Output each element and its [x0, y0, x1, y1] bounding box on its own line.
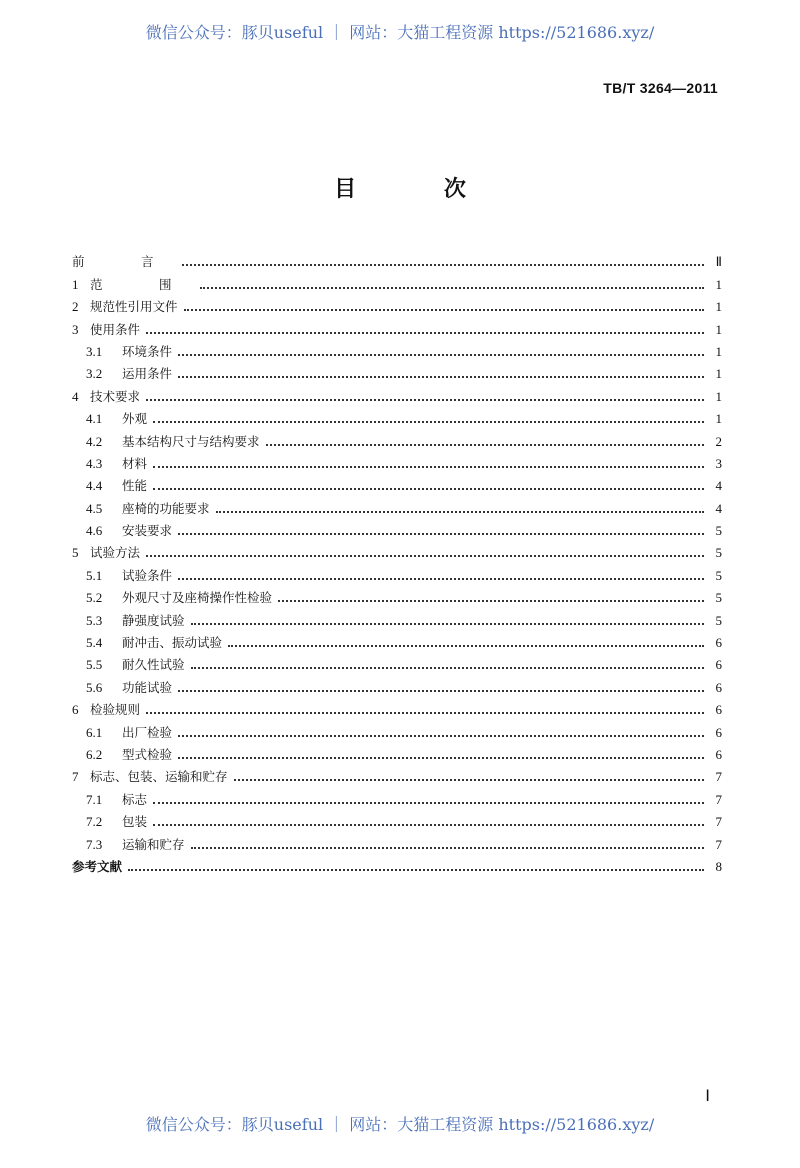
toc-entry-label: 安装要求: [122, 523, 173, 539]
toc-entry-page: 6: [715, 702, 722, 718]
toc-entry-page: 4: [715, 500, 722, 516]
toc-entry-label: 试验条件: [122, 567, 173, 583]
toc-entry-page: 1: [715, 299, 722, 315]
toc-leader-dots: [178, 757, 704, 759]
toc-entry[interactable]: [72, 293, 722, 315]
toc-entry-label: 性能: [122, 478, 148, 494]
toc-entry-label: 技术要求: [90, 388, 141, 404]
toc-entry[interactable]: [72, 539, 722, 561]
toc-entry-page: 1: [715, 276, 722, 292]
toc-entry-label: 耐久性试验: [122, 657, 185, 673]
toc-entry[interactable]: [72, 718, 722, 740]
toc-leader-dots: [153, 824, 704, 826]
toc-leader-dots: [191, 847, 704, 849]
toc-entry-number: 2: [72, 299, 79, 315]
toc-entry[interactable]: [72, 584, 722, 606]
toc-entry-label: 静强度试验: [122, 612, 185, 628]
toc-entry[interactable]: [72, 248, 722, 270]
toc-entry-number: 4: [72, 388, 79, 404]
toc-leader-dots: [200, 287, 704, 289]
toc-entry-number: 7.1: [86, 791, 103, 807]
toc-entry-page: Ⅱ: [715, 254, 722, 270]
toc-entry-label: 出厂检验: [122, 724, 173, 740]
toc-entry-number: 5.6: [86, 679, 103, 695]
toc-entry[interactable]: [72, 853, 722, 875]
toc-entry-number: 4.5: [86, 500, 103, 516]
toc-entry-page: 5: [715, 590, 722, 606]
toc-leader-dots: [178, 354, 704, 356]
toc-entry-label: 材料: [122, 455, 148, 471]
toc-entry-page: 6: [715, 724, 722, 740]
toc-entry[interactable]: [72, 629, 722, 651]
standard-code: TB/T 3264—2011: [603, 80, 718, 96]
toc-entry[interactable]: [72, 785, 722, 807]
toc-entry-page: 4: [715, 478, 722, 494]
toc-entry[interactable]: [72, 382, 722, 404]
toc-entry-number: 5.2: [86, 590, 103, 606]
toc-leader-dots: [146, 332, 704, 334]
toc-entry-page: 7: [715, 814, 722, 830]
toc-entry-label: 标志、包装、运输和贮存: [90, 769, 228, 785]
watermark-bottom: 微信公众号：豚贝useful ｜ 网站：大猫工程资源 https://521686.xyz/: [145, 1115, 655, 1134]
toc-entry-page: 2: [715, 433, 722, 449]
toc-entry-page: 5: [715, 567, 722, 583]
toc-entry-label: 规范性引用文件: [90, 299, 178, 315]
toc-entry-label: 耐冲击、振动试验: [122, 635, 223, 651]
toc-entry-page: 8: [715, 858, 722, 874]
toc-entry-number: 5.5: [86, 657, 103, 673]
toc-leader-dots: [234, 779, 704, 781]
toc-entry[interactable]: [72, 741, 722, 763]
toc-entry-page: 1: [715, 366, 722, 382]
toc-leader-dots: [128, 869, 704, 871]
toc-entry[interactable]: [72, 763, 722, 785]
toc-leader-dots: [146, 555, 704, 557]
toc-leader-dots: [191, 623, 704, 625]
toc-entry[interactable]: [72, 830, 722, 852]
toc-entry[interactable]: [72, 427, 722, 449]
toc-entry-page: 6: [715, 657, 722, 673]
toc-entry-page: 1: [715, 411, 722, 427]
toc-entry[interactable]: [72, 517, 722, 539]
toc-entry-number: 3.1: [86, 343, 103, 359]
toc-leader-dots: [153, 421, 704, 423]
toc-entry-page: 7: [715, 836, 722, 852]
toc-entry[interactable]: [72, 450, 722, 472]
toc-entry-page: 6: [715, 635, 722, 651]
toc-entry-page: 7: [715, 791, 722, 807]
toc-entry-number: 5: [72, 545, 79, 561]
toc-entry[interactable]: [72, 673, 722, 695]
toc-leader-dots: [178, 735, 704, 737]
toc-entry-number: 5.1: [86, 567, 103, 583]
toc-entry[interactable]: [72, 315, 722, 337]
toc-entry-page: 5: [715, 545, 722, 561]
toc-entry-label: 环境条件: [122, 343, 173, 359]
toc-entry-number: 5.3: [86, 612, 103, 628]
toc-leader-dots: [178, 690, 704, 692]
table-of-contents: [72, 248, 722, 875]
toc-entry[interactable]: [72, 651, 722, 673]
toc-entry-label: 使用条件: [90, 321, 141, 337]
toc-entry-number: 4.6: [86, 523, 103, 539]
toc-entry-number: 4.3: [86, 455, 103, 471]
toc-leader-dots: [178, 533, 704, 535]
toc-entry-number: 7.2: [86, 814, 103, 830]
toc-entry-label: 座椅的功能要求: [122, 500, 210, 516]
toc-entry-page: 5: [715, 523, 722, 539]
toc-entry-number: 6.1: [86, 724, 103, 740]
toc-entry[interactable]: [72, 494, 722, 516]
toc-entry[interactable]: [72, 808, 722, 830]
toc-entry-page: 7: [715, 769, 722, 785]
toc-leader-dots: [146, 399, 704, 401]
toc-entry[interactable]: [72, 360, 722, 382]
toc-entry-number: 1: [72, 276, 79, 292]
toc-entry-page: 3: [715, 455, 722, 471]
toc-entry-number: 6.2: [86, 746, 103, 762]
toc-entry-page: 1: [715, 343, 722, 359]
toc-entry-number: 3.2: [86, 366, 103, 382]
toc-entry-label: 检验规则: [90, 702, 141, 718]
toc-entry-label: 运输和贮存: [122, 836, 185, 852]
toc-entry-page: 6: [715, 746, 722, 762]
toc-entry[interactable]: [72, 338, 722, 360]
toc-entry-page: 1: [715, 321, 722, 337]
toc-entry-number: 5.4: [86, 635, 103, 651]
toc-entry-number: 4.2: [86, 433, 103, 449]
toc-leader-dots: [153, 802, 704, 804]
toc-entry-page: 5: [715, 612, 722, 628]
toc-entry-label: 试验方法: [90, 545, 141, 561]
toc-leader-dots: [178, 578, 704, 580]
toc-entry[interactable]: [72, 405, 722, 427]
toc-entry[interactable]: [72, 472, 722, 494]
toc-entry[interactable]: [72, 270, 722, 292]
toc-entry-label: 外观尺寸及座椅操作性检验: [122, 590, 273, 606]
toc-entry[interactable]: [72, 696, 722, 718]
toc-leader-dots: [178, 376, 704, 378]
toc-entry-label: 功能试验: [122, 679, 173, 695]
toc-entry-number: 7.3: [86, 836, 103, 852]
page-title: 目 次: [334, 177, 506, 202]
toc-entry[interactable]: [72, 561, 722, 583]
toc-entry-label: 外观: [122, 411, 148, 427]
toc-leader-dots: [278, 600, 704, 602]
watermark-top: 微信公众号：豚贝useful ｜ 网站：大猫工程资源 https://521686.xyz/: [145, 23, 655, 42]
toc-entry-label: 基本结构尺寸与结构要求: [122, 433, 260, 449]
page-number: Ⅰ: [705, 1088, 710, 1105]
toc-entry-page: 6: [715, 679, 722, 695]
toc-entry-label: 包装: [122, 814, 148, 830]
toc-entry-label: 运用条件: [122, 366, 173, 382]
toc-leader-dots: [216, 511, 704, 513]
toc-entry-label: 参考文献: [72, 858, 123, 874]
toc-entry-page: 1: [715, 388, 722, 404]
toc-entry[interactable]: [72, 606, 722, 628]
toc-leader-dots: [184, 309, 704, 311]
toc-entry-number: 3: [72, 321, 79, 337]
toc-entry-number: 7: [72, 769, 79, 785]
toc-entry-number: 4.4: [86, 478, 103, 494]
toc-leader-dots: [153, 488, 704, 490]
toc-leader-dots: [266, 444, 704, 446]
toc-entry-label: 型式检验: [122, 746, 173, 762]
toc-leader-dots: [146, 712, 704, 714]
toc-entry-number: 4.1: [86, 411, 103, 427]
toc-leader-dots: [153, 466, 704, 468]
toc-leader-dots: [191, 667, 704, 669]
toc-entry-number: 6: [72, 702, 79, 718]
toc-entry-label: 标志: [122, 791, 148, 807]
toc-leader-dots: [182, 264, 704, 266]
toc-entry-label: 范 围: [90, 276, 194, 292]
toc-entry-label: 前 言: [72, 254, 176, 270]
toc-leader-dots: [228, 645, 704, 647]
